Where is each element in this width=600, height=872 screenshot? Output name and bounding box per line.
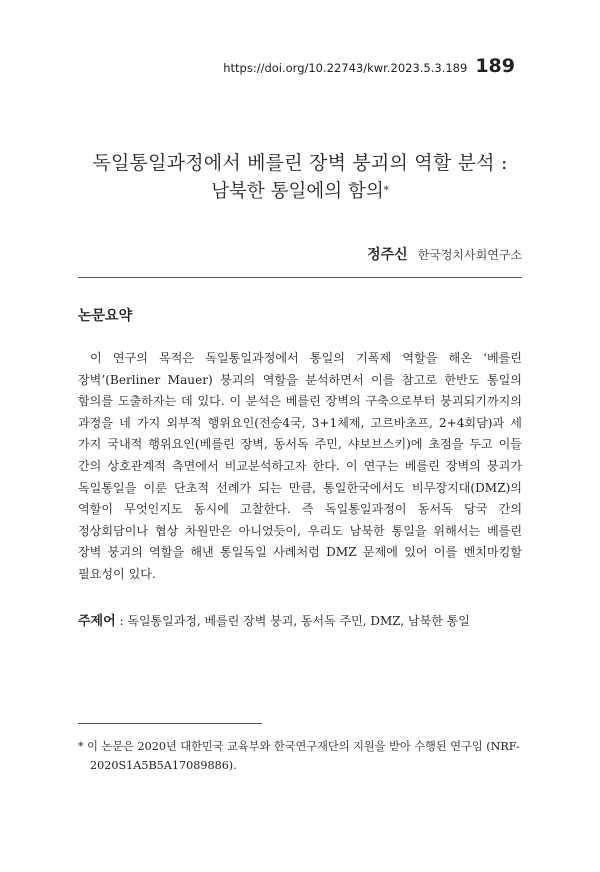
footnote-marker: * bbox=[383, 185, 389, 196]
author-line bbox=[367, 244, 522, 264]
abstract-text: 이 연구의 목적은 독일통일과정에서 통일의 기폭제 역할을 해온 ‘베를린 장벽’(Berliner Mauer) 붕괴의 역할을 분석하면서 이를 참고로 한반도 통일의 함의를 도출하자는 데 있다. 이 분석은 베를린 장벽의 구축으로부터 붕괴되기까지의 과정을 네 가지 외부적 행위요인(전승4국, 3+1체제, 고르바초프, 2+4회담)과 세 가지 국내적 행위요인(베를린 장벽, 동서독 주민, 샤보브스키)에 초점을 두고 이들 간의 상호관계적 측면에서 비교분석하고자 한다. 이 연구는 베를린 장벽의 붕괴가 독일통일을 이룬 단초적 선례가 되는 만큼, 통일한국에서도 비무장지대(DMZ)의 역할이 무엇인지도 동시에 고찰한다. 즉 독일통일과정이 동서독 당국 간의 정상회담이나 협상 차원만은 아니었듯이, 우리도 남북한 통일을 위해서는 베를린 장벽 붕괴의 역할을 해낸 통일독일 사례처럼 DMZ 문제에 있어 이를 벤치마킹할 필요성이 있다. bbox=[78, 351, 522, 581]
title-block bbox=[0, 150, 600, 205]
author-affiliation: 한국정치사회연구소 bbox=[417, 248, 522, 262]
paper-subtitle-line bbox=[0, 178, 600, 205]
keywords-text: 독일통일과정, 베를린 장벽 붕괴, 동서독 주민, DMZ, 남북한 통일 bbox=[127, 614, 470, 628]
keywords-label: 주제어 bbox=[78, 614, 116, 629]
doi-link[interactable]: https://doi.org/10.22743/kwr.2023.5.3.189 bbox=[223, 61, 468, 75]
keywords-separator: : bbox=[115, 614, 128, 628]
keywords bbox=[78, 611, 522, 632]
footnote: * 이 논문은 2020년 대한민국 교육부와 한국연구재단의 지원을 받아 수행된 연구임 (NRF-2020S1A5B5A17089886). bbox=[78, 740, 520, 772]
abstract-heading: 논문요약 bbox=[78, 308, 133, 324]
header-divider bbox=[78, 277, 522, 278]
paper-title: 독일통일과정에서 베를린 장벽 붕괴의 역할 분석 : bbox=[92, 152, 508, 174]
author-name: 정주신 bbox=[367, 247, 408, 263]
paper-subtitle: 남북한 통일에의 함의 bbox=[211, 181, 384, 202]
page-number: 189 bbox=[475, 55, 515, 77]
footnote-divider bbox=[78, 723, 262, 724]
page-header bbox=[223, 55, 515, 77]
